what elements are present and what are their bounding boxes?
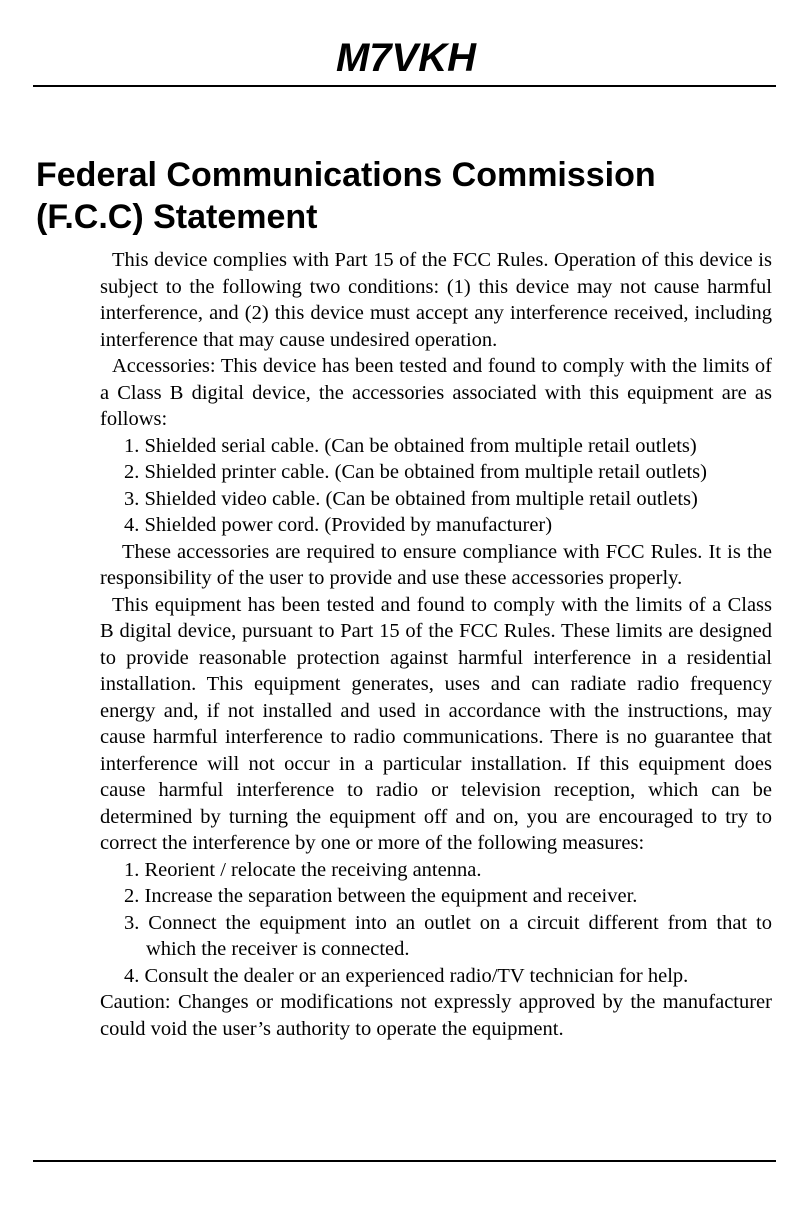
list-item: 3. Connect the equipment into an outlet on a circuit different from that to which the receiver is connected. xyxy=(124,911,772,960)
accessories-list xyxy=(100,433,772,539)
measures-list xyxy=(100,857,772,990)
accessories-paragraph: Accessories: This device has been tested and found to comply with the limits of a Class B digital device, the accessories associated with this equipment are as follows: xyxy=(100,355,772,430)
list-item: 2. Increase the separation between the equipment and receiver. xyxy=(124,885,638,907)
list-item: 4. Shielded power cord. (Provided by manufacturer) xyxy=(124,514,553,536)
section-heading-line-1: Federal Communications Commission xyxy=(36,156,656,194)
header-divider xyxy=(33,85,776,87)
intro-paragraph: This device complies with Part 15 of the FCC Rules. Operation of this device is subject to the following two conditions: (1) this device may not cause harmful interference, and (2) this device must accept any interference received, including interference that may cause undesired operation. xyxy=(100,249,772,351)
list-item: 4. Consult the dealer or an experienced radio/TV technician for help. xyxy=(124,964,689,987)
list-item: 1. Shielded serial cable. (Can be obtained from multiple retail outlets) xyxy=(124,434,697,457)
page-header-title: M7VKH xyxy=(335,36,477,80)
accessories-note-paragraph: These accessories are required to ensure compliance with FCC Rules. It is the responsibility of the user to provide and use these accessories properly. xyxy=(100,540,772,589)
statement-body xyxy=(100,247,772,1042)
testing-paragraph: This equipment has been tested and found to comply with the limits of a Class B digital device, pursuant to Part 15 of the FCC Rules. These limits are designed to provide reasonable protection against harmful interference in a residential installation. This equipment generates, uses and can radiate radio frequency energy and, if not installed and used in accordance with the instructions, may cause harmful interference to radio communications. There is no guarantee that interference will not occur in a particular installation. If this equipment does cause harmful interference to radio or television reception, which can be determined by turning the equipment off and on, you are encouraged to try to correct the interference by one or more of the following measures: xyxy=(100,593,772,854)
section-heading xyxy=(36,154,656,238)
list-item: 2. Shielded printer cable. (Can be obtained from multiple retail outlets) xyxy=(124,461,707,483)
list-item: 3. Shielded video cable. (Can be obtained from multiple retail outlets) xyxy=(124,487,698,510)
list-item: 1. Reorient / relocate the receiving antenna. xyxy=(124,858,482,881)
caution-paragraph: Caution: Changes or modifications not expressly approved by the manufacturer could void the user’s authority to operate the equipment. xyxy=(100,991,772,1040)
footer-divider xyxy=(33,1160,776,1162)
section-heading-line-2: (F.C.C) Statement xyxy=(36,198,318,236)
